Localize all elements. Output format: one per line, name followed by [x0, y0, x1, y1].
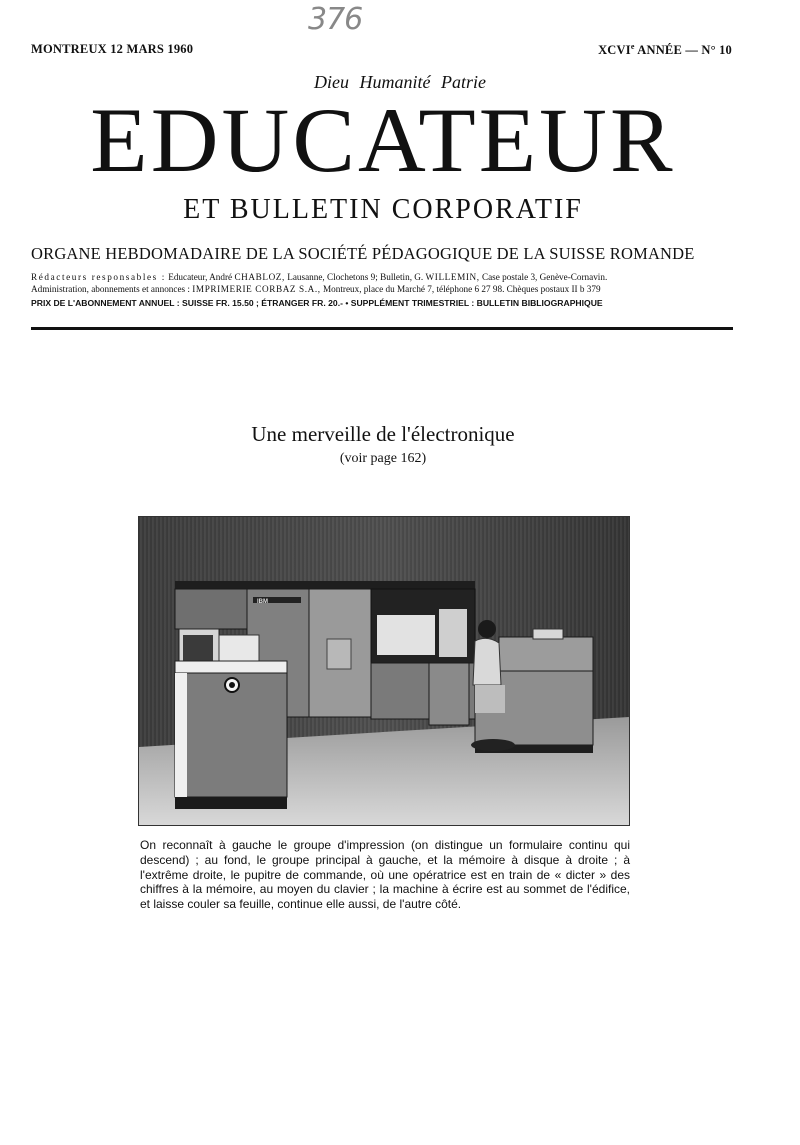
masthead-subtitle: ET BULLETIN CORPORATIF [183, 194, 583, 225]
issue-volume-sup: e [630, 42, 635, 51]
article-title: Une merveille de l'électronique [251, 422, 515, 446]
admin-name: IMPRIMERIE CORBAZ S.A., [192, 284, 321, 294]
subscription-price-line: PRIX DE L'ABONNEMENT ANNUEL : SUISSE FR. 15.50 ; ÉTRANGER FR. 20.- • SUPPLÉMENT TRIMESTRIEL : BULLETIN BIBLIOGRAPHIQUE [31, 298, 603, 308]
redacteurs-name-chabloz: CHABLOZ, [234, 272, 285, 282]
redacteurs-line [31, 272, 731, 282]
article-page-reference: (voir page 162) [339, 451, 427, 466]
issue-rest: ANNÉE — N° 10 [637, 43, 732, 58]
photo-caption: On reconnaît à gauche le groupe d'impression (on distingue un formulaire continu qui descend) ; au fond, le groupe principal à gauche, et la mémoire à disque à droite ; à l'extrême droite, le pupitre de commande, où une opératrice est en train de « dicter » des chiffres à la mémoire, au moyen du clavier ; la machine à écrire est au sommet de l'édifice, et laisse couler sa feuille, continue elle aussi, de l'autre côté. [140, 838, 630, 912]
organe-line: ORGANE HEBDOMADAIRE DE LA SOCIÉTÉ PÉDAGOGIQUE DE LA SUISSE ROMANDE [31, 244, 695, 263]
admin-text-b: Montreux, place du Marché 7, téléphone 6 27 98. Chèques postaux II b 379 [322, 284, 601, 294]
motto: Dieu Humanité Patrie [314, 72, 486, 92]
issue-date: MONTREUX 12 MARS 1960 [31, 42, 194, 56]
handwritten-page-number: 376 [308, 2, 363, 37]
header-rule [31, 327, 733, 330]
administration-line [31, 284, 731, 294]
masthead-title: EDUCATEUR [90, 89, 676, 191]
redacteurs-text-c: Case postale 3, Genève-Cornavin. [481, 272, 608, 282]
redacteurs-label: Rédacteurs responsables : [31, 272, 166, 282]
issue-volume: XCVI [598, 43, 631, 58]
redacteurs-name-willemin: WILLEMIN, [425, 272, 480, 282]
admin-text-a: Administration, abonnements et annonces : [31, 284, 190, 294]
computer-room-photo [138, 516, 630, 826]
redacteurs-text-b: Lausanne, Clochetons 9; Bulletin, G. [287, 272, 424, 282]
ibm-logo: IBM [257, 599, 268, 605]
issue-number [598, 42, 732, 58]
redacteurs-text-a: Educateur, André [168, 272, 233, 282]
